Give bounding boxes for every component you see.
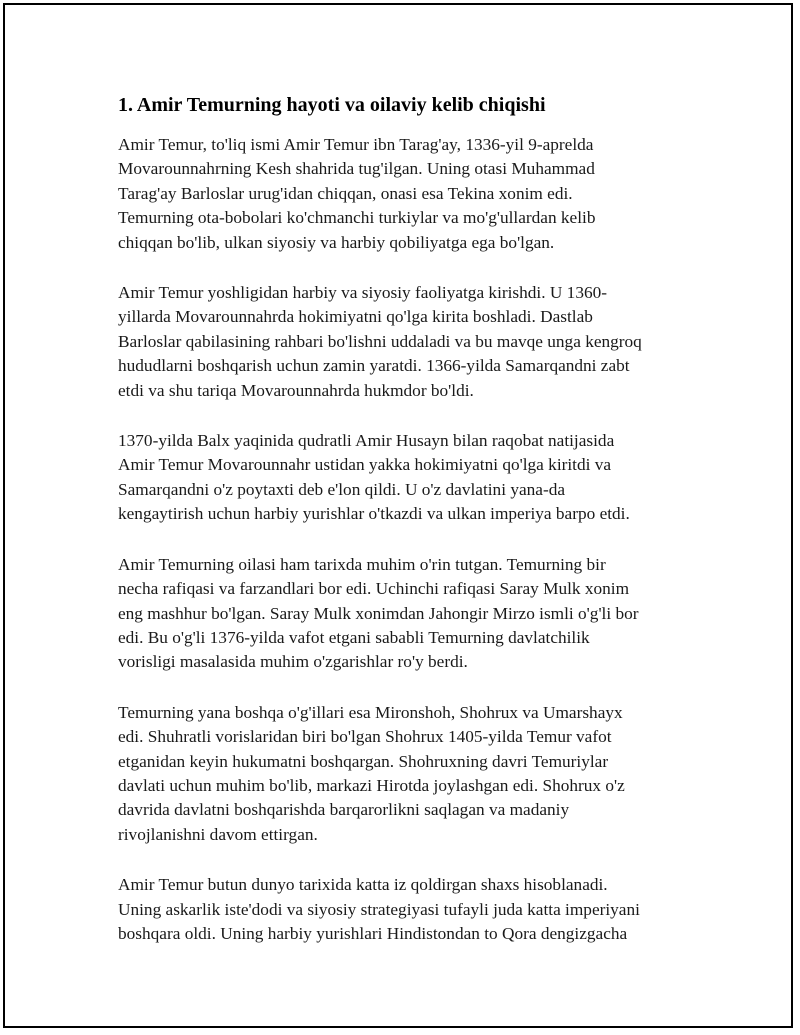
paragraph-5 — [118, 701, 678, 847]
text-line: eng mashhur bo'lgan. Saray Mulk xonimdan Jahongir Mirzo ismli o'g'li bor — [118, 603, 639, 623]
paragraph-1 — [118, 133, 678, 255]
text-line: vorisligi masalasida muhim o'zgarishlar ro'y berdi. — [118, 652, 468, 672]
text-line: Temurning ota-bobolari ko'chmanchi turkiylar va mo'g'ullardan kelib — [118, 208, 596, 228]
text-line: Barloslar qabilasining rahbari bo'lishni uddaladi va bu mavqe unga kengroq — [118, 331, 642, 351]
text-line: rivojlanishni davom ettirgan. — [118, 824, 318, 844]
text-line: Amir Temur yoshligidan harbiy va siyosiy faoliyatga kirishdi. U 1360- — [118, 283, 607, 303]
text-line: chiqqan bo'lib, ulkan siyosiy va harbiy qobiliyatga ega bo'lgan. — [118, 232, 555, 252]
text-line: etdi va shu tariqa Movarounnahrda hukmdor bo'ldi. — [118, 380, 474, 400]
text-line: edi. Shuhratli vorislaridan biri bo'lgan Shohrux 1405-yilda Temur vafot — [118, 727, 612, 747]
paragraph-4 — [118, 553, 678, 675]
text-line: boshqara oldi. Uning harbiy yurishlari Hindistondan to Qora dengizgacha — [118, 923, 628, 943]
paragraph-2 — [118, 281, 678, 403]
text-line: kengaytirish uchun harbiy yurishlar o'tkazdi va ulkan imperiya barpo etdi. — [118, 504, 630, 524]
text-line: Samarqandni o'z poytaxti deb e'lon qildi. U o'z davlatini yana-da — [118, 479, 566, 499]
text-line: Uning askarlik iste'dodi va siyosiy strategiyasi tufayli juda katta imperiyani — [118, 899, 640, 919]
text-line: Amir Temur Movarounnahr ustidan yakka hokimiyatni qo'lga kiritdi va — [118, 455, 612, 475]
text-line: Tarag'ay Barloslar urug'idan chiqqan, onasi esa Tekina xonim edi. — [118, 183, 573, 203]
text-line: davlati uchun muhim bo'lib, markazi Hirotda joylashgan edi. Shohrux o'z — [118, 775, 625, 795]
text-line: yillarda Movarounnahrda hokimiyatni qo'lga kirita boshladi. Dastlab — [118, 307, 593, 327]
section-heading: 1. Amir Temurning hayoti va oilaviy kelib chiqishi — [118, 94, 546, 116]
text-line: Amir Temurning oilasi ham tarixda muhim o'rin tutgan. Temurning bir — [118, 554, 606, 574]
text-line: etganidan keyin hukumatni boshqargan. Shohruxning davri Temuriylar — [118, 751, 609, 771]
text-line: Temurning yana boshqa o'g'illari esa Mironshoh, Shohrux va Umarshayx — [118, 702, 623, 722]
text-line: Movarounnahrning Kesh shahrida tug'ilgan. Uning otasi Muhammad — [118, 159, 595, 179]
paragraph-3 — [118, 429, 678, 527]
text-line: 1370-yilda Balx yaqinida qudratli Amir Husayn bilan raqobat natijasida — [118, 431, 615, 451]
paragraph-6 — [118, 873, 678, 946]
text-line: Amir Temur, to'liq ismi Amir Temur ibn Tarag'ay, 1336-yil 9-aprelda — [118, 135, 594, 154]
text-line: edi. Bu o'g'li 1376-yilda vafot etgani sababli Temurning davlatchilik — [118, 627, 590, 647]
text-line: necha rafiqasi va farzandlari bor edi. Uchinchi rafiqasi Saray Mulk xonim — [118, 579, 630, 599]
text-line: Amir Temur butun dunyo tarixida katta iz qoldirgan shaxs hisoblanadi. — [118, 875, 608, 895]
document-body — [118, 92, 678, 972]
text-line: davrida davlatni boshqarishda barqarorlikni saqlagan va madaniy — [118, 800, 570, 820]
text-line: hududlarni boshqarish uchun zamin yaratdi. 1366-yilda Samarqandni zabt — [118, 356, 630, 376]
